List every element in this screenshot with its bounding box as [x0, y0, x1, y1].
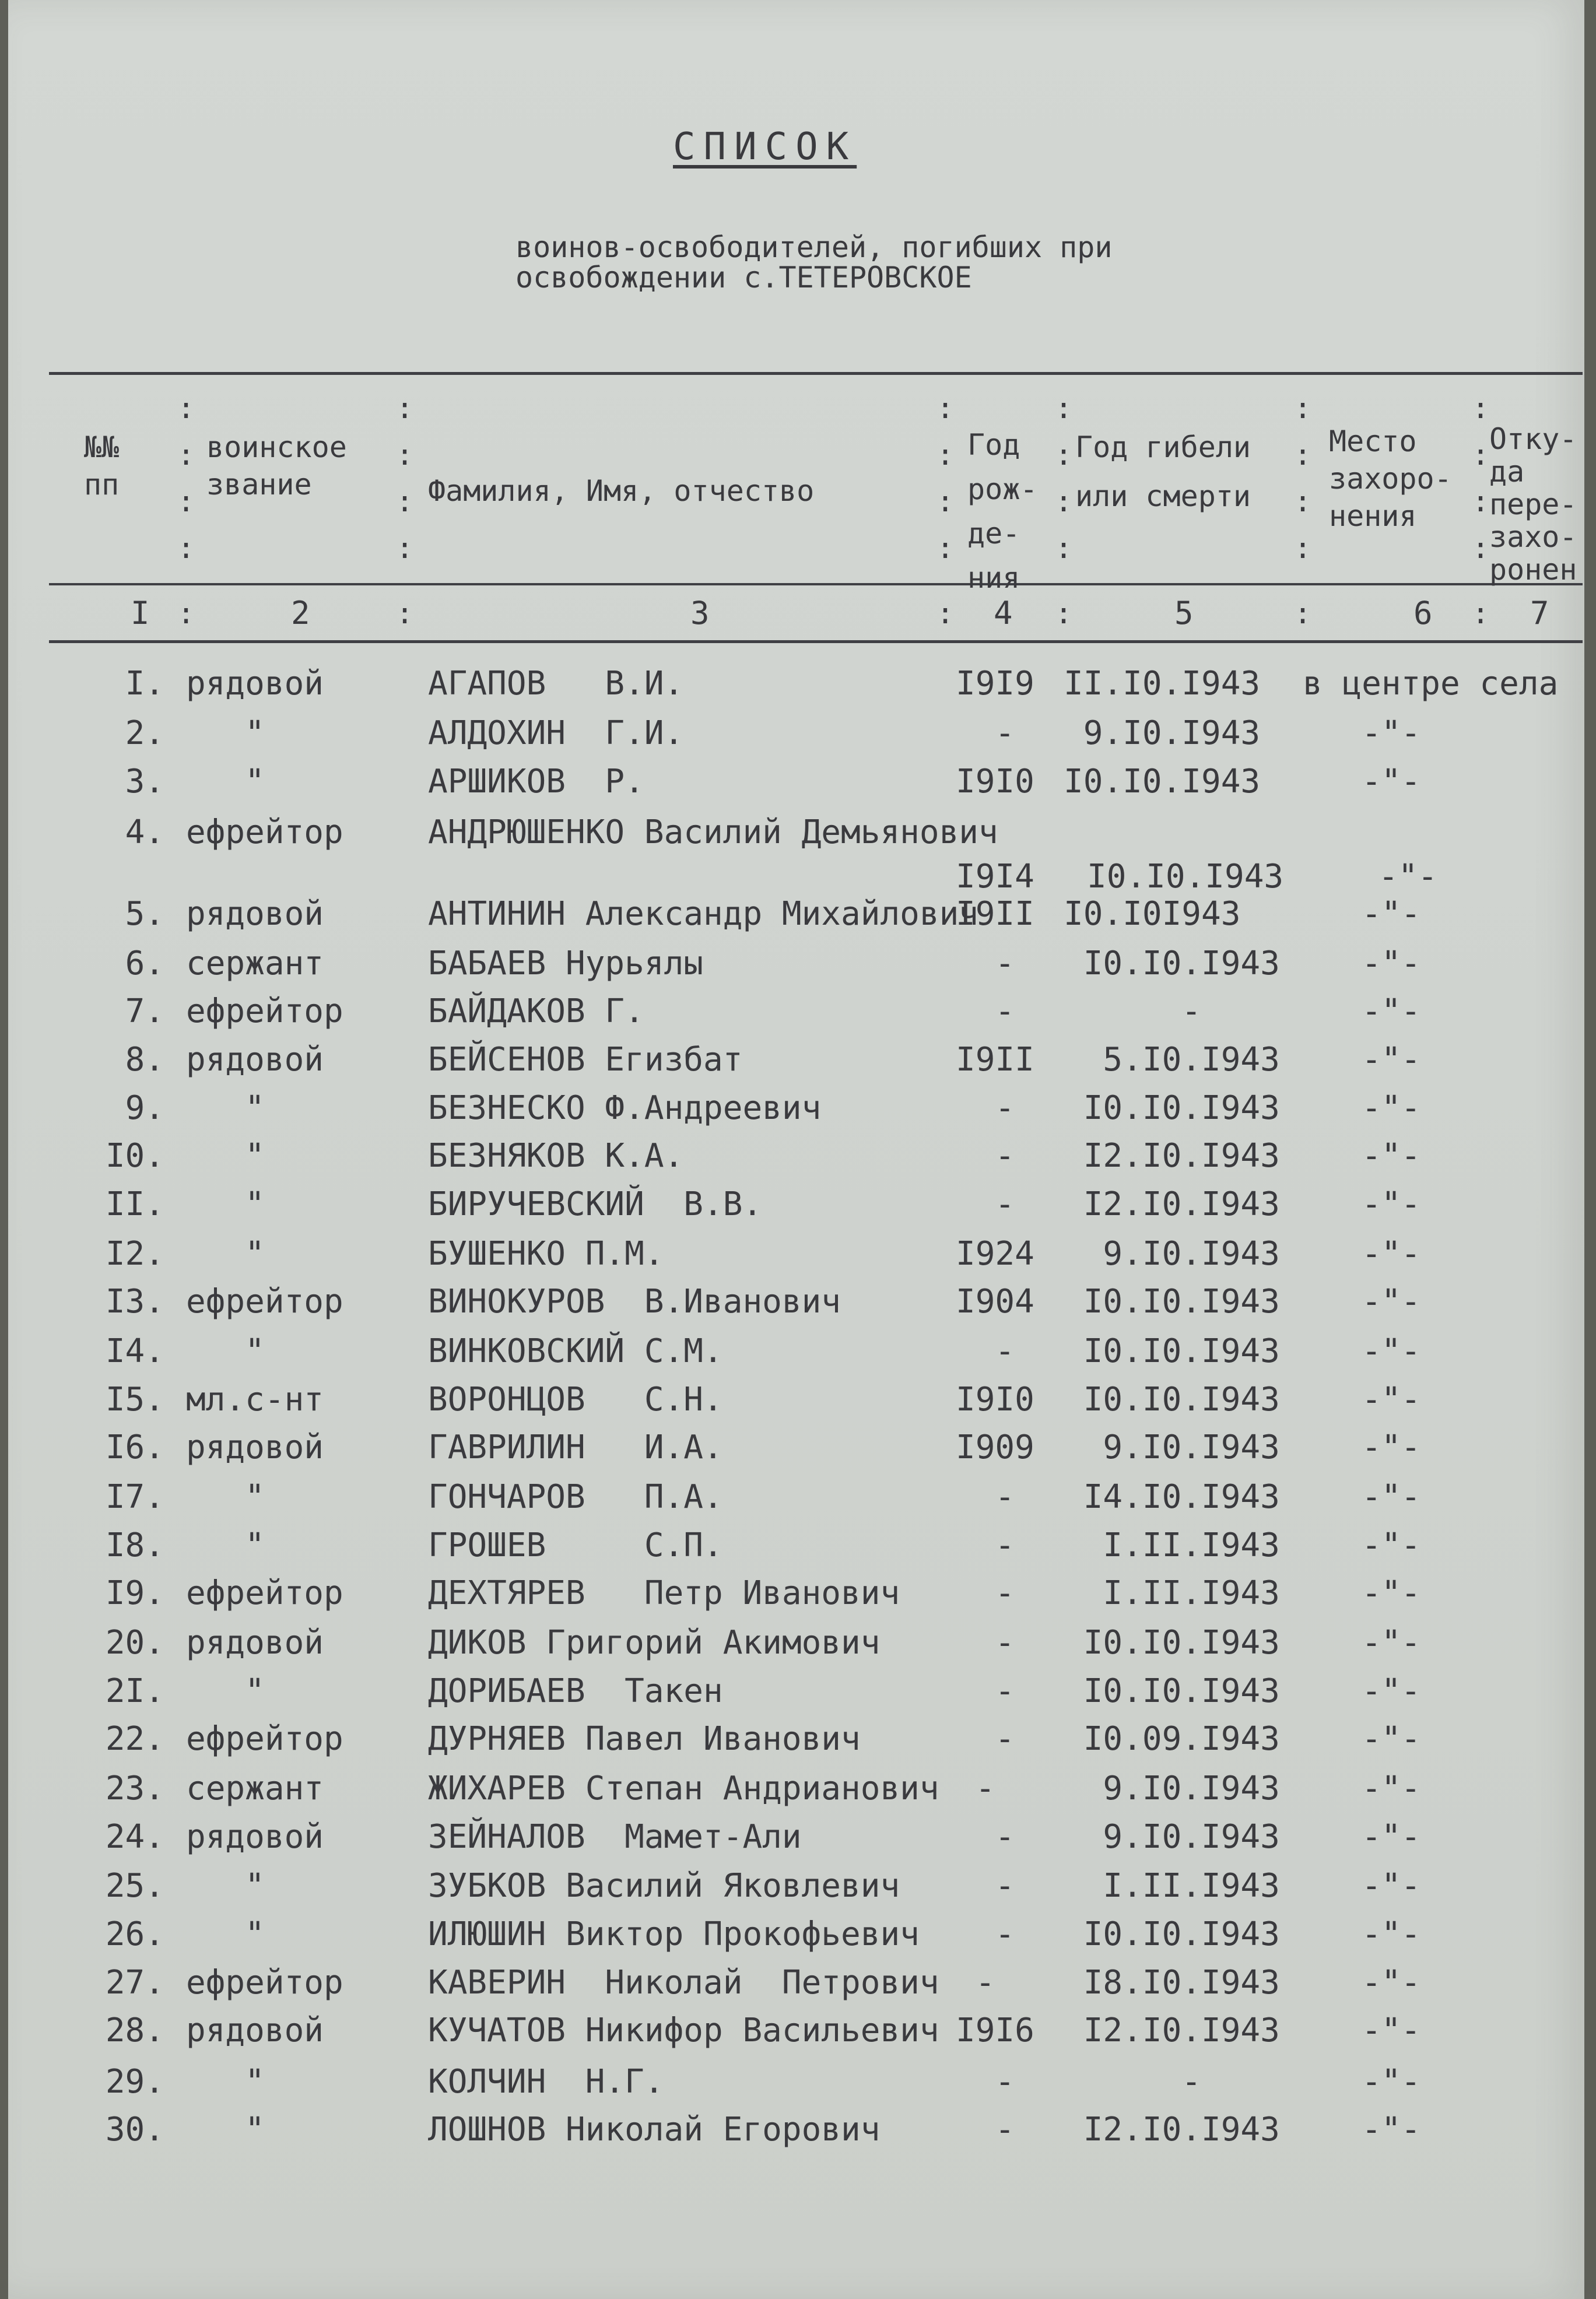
burial-place: -"- — [1303, 1185, 1421, 1223]
military-rank: " — [186, 714, 265, 752]
full-name: ВИНКОВСКИЙ С.М. — [428, 1332, 723, 1370]
full-name: БИРУЧЕВСКИЙ В.В. — [428, 1185, 763, 1223]
full-name: ГАВРИЛИН И.А. — [428, 1428, 723, 1466]
table-row — [8, 763, 1584, 809]
table-row — [8, 1185, 1584, 1232]
military-rank: " — [186, 1332, 265, 1370]
table-row — [8, 1526, 1584, 1573]
table-row — [8, 1624, 1584, 1670]
military-rank: " — [186, 1235, 265, 1273]
death-date: I8.I0.I943 — [1064, 1964, 1280, 2002]
full-name: ЗЕЙНАЛОВ Мамет-Али — [428, 1818, 802, 1856]
row-number: I8. — [105, 1526, 164, 1564]
military-rank: ефрейтор — [186, 1964, 343, 2002]
header-no: №№ пп — [84, 430, 120, 501]
death-date: 5.I0.I943 — [1064, 1041, 1280, 1079]
burial-place: -"- — [1303, 2063, 1421, 2101]
full-name: ИЛЮШИН Виктор Прокофьевич — [428, 1915, 920, 1953]
table-top-rule — [49, 372, 1583, 375]
full-name: КОЛЧИН Н.Г. — [428, 2063, 664, 2101]
burial-place: -"- — [1303, 1137, 1421, 1175]
birth-year: - — [956, 1915, 1015, 1953]
death-date: 9.I0.I943 — [1064, 1235, 1280, 1273]
table-row — [8, 665, 1584, 711]
full-name: БЕЙСЕНОВ Егизбат — [428, 1041, 743, 1079]
burial-place: -"- — [1303, 1381, 1421, 1419]
death-date: I.II.I943 — [1064, 1867, 1280, 1905]
birth-year: - — [956, 1867, 1015, 1905]
table-row — [8, 1089, 1584, 1136]
military-rank: рядовой — [186, 665, 324, 703]
row-number: 2. — [125, 714, 164, 752]
birth-year: I904 — [956, 1283, 1034, 1321]
burial-place: -"- — [1303, 1818, 1421, 1856]
header-bottom-rule — [49, 583, 1583, 585]
birth-year: - — [956, 2111, 1015, 2149]
full-name: БАБАЕВ Нурьялы — [428, 945, 704, 982]
birth-year: - — [956, 992, 1015, 1030]
death-date: I2.I0.I943 — [1064, 2111, 1280, 2149]
birth-year: I9II — [956, 895, 1034, 933]
burial-place: -"- — [1303, 1720, 1421, 1758]
death-date: I0.I0I943 — [1064, 895, 1241, 933]
burial-place: -"- — [1303, 714, 1421, 752]
birth-year: I924 — [956, 1235, 1034, 1273]
burial-place: -"- — [1303, 2012, 1421, 2049]
full-name: БЕЗНЕСКО Ф.Андреевич — [428, 1089, 822, 1127]
military-rank: ефрейтор — [186, 1574, 343, 1612]
header-reburied-from: Отку- да пере- захо- ронен — [1489, 422, 1577, 587]
death-date: I0.I0.I943 — [1064, 1672, 1280, 1710]
birth-year: I9I4 — [956, 858, 1034, 896]
birth-year: - — [956, 2063, 1015, 2101]
table-row — [8, 1818, 1584, 1865]
full-name: ЛОШНОВ Николай Егорович — [428, 2111, 881, 2149]
row-number: I2. — [105, 1235, 164, 1273]
row-number: 28. — [105, 2012, 164, 2049]
military-rank: рядовой — [186, 1428, 324, 1466]
military-rank: рядовой — [186, 2012, 324, 2049]
death-date: - — [1064, 992, 1202, 1030]
death-date: I0.I0.I943 — [1064, 945, 1280, 982]
military-rank: " — [186, 1526, 265, 1564]
row-number: 22. — [105, 1720, 164, 1758]
burial-place: -"- — [1303, 1964, 1421, 2002]
full-name: БАЙДАКОВ Г. — [428, 992, 644, 1030]
colnum-sep-5: : — [1294, 596, 1312, 630]
burial-place: -"- — [1303, 992, 1421, 1030]
death-date: I2.I0.I943 — [1064, 1137, 1280, 1175]
colnum-sep-2: : — [396, 596, 414, 630]
table-row — [8, 1041, 1584, 1087]
military-rank: сержант — [186, 945, 324, 982]
full-name: АРШИКОВ Р. — [428, 763, 644, 801]
table-row — [8, 1574, 1584, 1621]
military-rank: " — [186, 1915, 265, 1953]
burial-place: -"- — [1303, 1089, 1421, 1127]
table-row — [8, 1478, 1584, 1525]
table-row — [8, 1137, 1584, 1184]
row-number: 8. — [125, 1041, 164, 1079]
military-rank: " — [186, 1672, 265, 1710]
table-row — [8, 2012, 1584, 2058]
military-rank: " — [186, 763, 265, 801]
birth-year: - — [956, 1089, 1015, 1127]
subtitle-line-1: воинов-освободителей, погибших при — [515, 230, 1113, 264]
burial-place: -"- — [1303, 1526, 1421, 1564]
full-name: ГОНЧАРОВ П.А. — [428, 1478, 723, 1516]
military-rank: " — [186, 1867, 265, 1905]
header-separator-5: : : : : — [1294, 391, 1312, 565]
burial-place: -"- — [1303, 1672, 1421, 1710]
death-date: I0.I0.I943 — [1064, 1381, 1280, 1419]
birth-year: - — [956, 1137, 1015, 1175]
birth-year: - — [956, 1478, 1015, 1516]
header-name: Фамилия, Имя, отчество — [428, 474, 815, 508]
burial-place: -"- — [1303, 1624, 1421, 1662]
burial-place: -"- — [1303, 1915, 1421, 1953]
birth-year: I909 — [956, 1428, 1034, 1466]
burial-place: -"- — [1303, 1478, 1421, 1516]
row-number: I0. — [105, 1137, 164, 1175]
military-rank: ефрейтор — [186, 1283, 343, 1321]
death-date: 9.I0.I943 — [1064, 1770, 1280, 1807]
military-rank: рядовой — [186, 1041, 324, 1079]
military-rank: рядовой — [186, 895, 324, 933]
burial-place: -"- — [1303, 2111, 1421, 2149]
death-date: I4.I0.I943 — [1064, 1478, 1280, 1516]
birth-year: I9II — [956, 1041, 1034, 1079]
birth-year: - — [956, 1332, 1015, 1370]
table-row — [8, 1867, 1584, 1914]
table-row — [8, 1915, 1584, 1962]
row-number: I9. — [105, 1574, 164, 1612]
military-rank: рядовой — [186, 1818, 324, 1856]
header-burial-place: Место захоро- нения — [1329, 424, 1452, 533]
military-rank: мл.с-нт — [186, 1381, 324, 1419]
table-row — [8, 714, 1584, 761]
row-number: 27. — [105, 1964, 164, 2002]
table-row — [8, 1720, 1584, 1767]
birth-year: - — [956, 1770, 995, 1807]
full-name: ЖИХАРЕВ Степан Андрианович — [428, 1770, 939, 1807]
column-number-1: I — [131, 595, 150, 631]
full-name: ГРОШЕВ С.П. — [428, 1526, 723, 1564]
table-row — [8, 2063, 1584, 2110]
burial-place: -"- — [1303, 763, 1421, 801]
header-birth-year: Год рож- де- ния — [967, 428, 1038, 595]
full-name: ДУРНЯЕВ Павел Иванович — [428, 1720, 861, 1758]
table-row — [8, 945, 1584, 991]
table-row — [8, 1283, 1584, 1329]
row-number: I3. — [105, 1283, 164, 1321]
row-number: 30. — [105, 2111, 164, 2149]
military-rank: сержант — [186, 1770, 324, 1807]
row-number: I7. — [105, 1478, 164, 1516]
row-number: 4. — [125, 813, 164, 851]
death-date: I0.09.I943 — [1064, 1720, 1280, 1758]
death-date: 9.I0.I943 — [1064, 714, 1261, 752]
death-date: I2.I0.I943 — [1064, 1185, 1280, 1223]
military-rank: ефрейтор — [186, 813, 343, 851]
burial-place: -"- — [1378, 858, 1438, 896]
header-separator-3: : : : : — [936, 391, 955, 565]
row-number: I. — [125, 665, 164, 703]
row-number: 7. — [125, 992, 164, 1030]
row-number: 20. — [105, 1624, 164, 1662]
subtitle-line-2: освобождении с.ТЕТЕРОВСКОЕ — [515, 261, 972, 294]
table-row — [8, 1428, 1584, 1475]
header-separator-6: : : : : — [1472, 391, 1490, 565]
column-numbers-rule — [49, 640, 1583, 643]
full-name: ДЕХТЯРЕВ Петр Иванович — [428, 1574, 900, 1612]
row-number: II. — [105, 1185, 164, 1223]
row-number: 6. — [125, 945, 164, 982]
row-number: 3. — [125, 763, 164, 801]
military-rank: " — [186, 1185, 265, 1223]
full-name: АЛДОХИН Г.И. — [428, 714, 684, 752]
death-date: I0.I0.I943 — [1064, 1283, 1280, 1321]
row-number: I4. — [105, 1332, 164, 1370]
birth-year: - — [956, 1672, 1015, 1710]
burial-place: -"- — [1303, 945, 1421, 982]
military-rank: ефрейтор — [186, 1720, 343, 1758]
header-death-year: Год гибели или смерти — [1075, 430, 1251, 513]
row-number: 2I. — [105, 1672, 164, 1710]
row-number: 29. — [105, 2063, 164, 2101]
table-row — [8, 992, 1584, 1039]
colnum-sep-3: : — [936, 596, 955, 630]
death-date: I2.I0.I943 — [1064, 2012, 1280, 2049]
column-number-4: 4 — [994, 595, 1013, 631]
military-rank: ефрейтор — [186, 992, 343, 1030]
military-rank: " — [186, 2063, 265, 2101]
burial-place: -"- — [1303, 1235, 1421, 1273]
colnum-sep-6: : — [1472, 596, 1490, 630]
full-name: ДОРИБАЕВ Такен — [428, 1672, 723, 1710]
full-name: АНТИНИН Александр Михайлович — [428, 895, 979, 933]
birth-year: I9I0 — [956, 763, 1034, 801]
death-date: - — [1064, 2063, 1202, 2101]
burial-place: в центре села — [1303, 665, 1559, 703]
full-name: ВОРОНЦОВ С.Н. — [428, 1381, 723, 1419]
death-date: I0.I0.I943 — [1064, 1332, 1280, 1370]
row-number: 9. — [125, 1089, 164, 1127]
birth-year: I9I9 — [956, 665, 1034, 703]
birth-year: - — [956, 945, 1015, 982]
burial-place: -"- — [1303, 1770, 1421, 1807]
full-name: ВИНОКУРОВ В.Иванович — [428, 1283, 841, 1321]
table-row — [8, 813, 1584, 896]
full-name: БЕЗНЯКОВ К.А. — [428, 1137, 684, 1175]
death-date: I0.I0.I943 — [1087, 858, 1284, 896]
full-name: КАВЕРИН Николай Петрович — [428, 1964, 939, 2002]
burial-place: -"- — [1303, 1332, 1421, 1370]
burial-place: -"- — [1303, 1867, 1421, 1905]
death-date: I.II.I943 — [1064, 1526, 1280, 1564]
birth-year: - — [956, 1526, 1015, 1564]
table-row — [8, 1381, 1584, 1427]
column-number-3: 3 — [690, 595, 710, 631]
death-date: I0.I0.I943 — [1064, 763, 1261, 801]
column-number-5: 5 — [1174, 595, 1194, 631]
birth-year: - — [956, 1185, 1015, 1223]
header-separator-2: : : : : — [396, 391, 414, 565]
row-number: 26. — [105, 1915, 164, 1953]
colnum-sep-1: : — [177, 596, 195, 630]
military-rank: рядовой — [186, 1624, 324, 1662]
death-date: 9.I0.I943 — [1064, 1428, 1280, 1466]
row-number: 23. — [105, 1770, 164, 1807]
death-date: I0.I0.I943 — [1064, 1624, 1280, 1662]
document-sheet — [8, 0, 1584, 2299]
full-name: АНДРЮШЕНКО Василий Демьянович — [428, 813, 998, 851]
birth-year: - — [956, 1818, 1015, 1856]
column-number-7: 7 — [1530, 595, 1549, 631]
military-rank: " — [186, 2111, 265, 2149]
death-date: I0.I0.I943 — [1064, 1089, 1280, 1127]
column-number-6: 6 — [1413, 595, 1433, 631]
burial-place: -"- — [1303, 1041, 1421, 1079]
birth-year: - — [956, 1964, 995, 2002]
birth-year: - — [956, 714, 1015, 752]
table-row — [8, 1964, 1584, 2010]
table-row — [8, 1332, 1584, 1379]
full-name: АГАПОВ В.И. — [428, 665, 684, 703]
table-row — [8, 895, 1584, 942]
birth-year: - — [956, 1574, 1015, 1612]
birth-year: I9I0 — [956, 1381, 1034, 1419]
full-name: ЗУБКОВ Василий Яковлевич — [428, 1867, 900, 1905]
death-date: I0.I0.I943 — [1064, 1915, 1280, 1953]
full-name: ДИКОВ Григорий Акимович — [428, 1624, 881, 1662]
row-number: 24. — [105, 1818, 164, 1856]
military-rank: " — [186, 1478, 265, 1516]
military-rank: " — [186, 1089, 265, 1127]
birth-year: I9I6 — [956, 2012, 1034, 2049]
full-name: КУЧАТОВ Никифор Васильевич — [428, 2012, 939, 2049]
death-date: 9.I0.I943 — [1064, 1818, 1280, 1856]
military-rank: " — [186, 1137, 265, 1175]
death-date: I.II.I943 — [1064, 1574, 1280, 1612]
table-row — [8, 1235, 1584, 1282]
death-date: II.I0.I943 — [1064, 665, 1261, 703]
document-title: СПИСОК — [673, 125, 857, 169]
colnum-sep-4: : — [1055, 596, 1073, 630]
header-rank: воинское звание — [206, 430, 347, 501]
birth-year: - — [956, 1624, 1015, 1662]
row-number: 25. — [105, 1867, 164, 1905]
header-separator-4: : : : : — [1055, 391, 1073, 565]
row-number: I6. — [105, 1428, 164, 1466]
table-row — [8, 1672, 1584, 1719]
burial-place: -"- — [1303, 1574, 1421, 1612]
burial-place: -"- — [1303, 1283, 1421, 1321]
header-separator-1: : : : : — [177, 391, 195, 565]
burial-place: -"- — [1303, 895, 1421, 933]
column-number-2: 2 — [291, 595, 310, 631]
row-number: I5. — [105, 1381, 164, 1419]
full-name: БУШЕНКО П.М. — [428, 1235, 664, 1273]
row-number: 5. — [125, 895, 164, 933]
table-row — [8, 2111, 1584, 2157]
burial-place: -"- — [1303, 1428, 1421, 1466]
table-row — [8, 1770, 1584, 1816]
birth-year: - — [956, 1720, 1015, 1758]
